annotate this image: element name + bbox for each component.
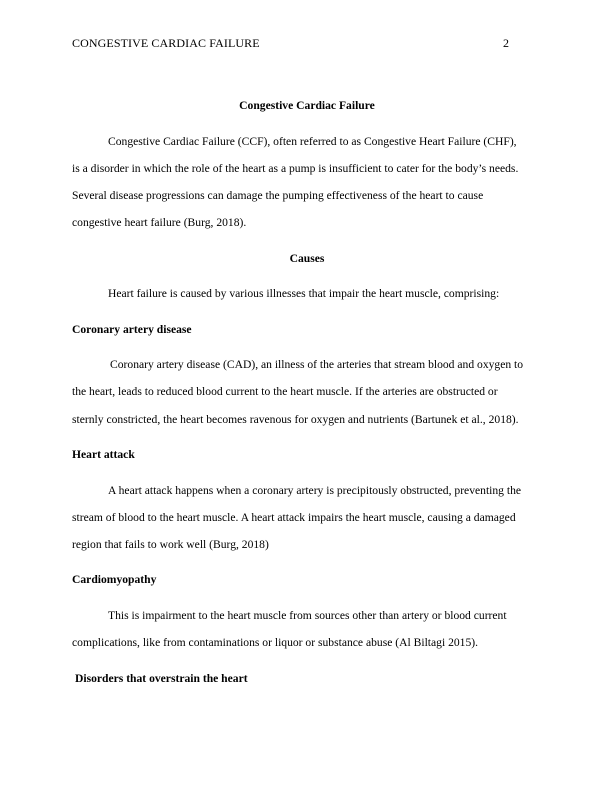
- intro-line: congestive heart failure (Burg, 2018).: [72, 216, 247, 230]
- page-number: 2: [503, 36, 509, 50]
- paragraph-line: Coronary artery disease (CAD), an illness of the arteries that stream blood and oxygen to: [110, 358, 524, 372]
- intro-line: Several disease progressions can damage the pumping effectiveness of the heart to cause: [72, 188, 484, 202]
- intro-line: Congestive Cardiac Failure (CCF), often referred to as Congestive Heart Failure (CHF),: [108, 134, 517, 148]
- paragraph-line: sternly constricted, the heart becomes ravenous for oxygen and nutrients (Bartunek et al., 2018).: [72, 412, 519, 426]
- causes-lead-paragraph: [72, 280, 542, 307]
- spacer: [72, 656, 542, 664]
- section-heading-disorders-overstrain: Disorders that overstrain the heart: [75, 671, 248, 685]
- section-paragraph-coronary-artery-disease: [72, 351, 542, 433]
- section-paragraph-heart-attack: [72, 477, 542, 559]
- spacer: [72, 236, 542, 244]
- document-title: Congestive Cardiac Failure: [239, 99, 375, 112]
- paragraph-line: stream of blood to the heart muscle. A heart attack impairs the heart muscle, causing a damaged: [72, 510, 516, 524]
- document-body: [72, 92, 542, 692]
- causes-lead-line: Heart failure is caused by various illnesses that impair the heart muscle, comprising:: [108, 287, 500, 301]
- spacer: [72, 119, 542, 127]
- spacer: [72, 558, 542, 566]
- paragraph-line: This is impairment to the heart muscle from sources other than artery or blood current: [108, 608, 507, 622]
- spacer: [72, 343, 542, 351]
- spacer: [72, 594, 542, 602]
- section-paragraph-cardiomyopathy: [72, 602, 542, 656]
- paragraph-line: A heart attack happens when a coronary artery is precipitously obstructed, preventing the: [108, 483, 522, 497]
- paragraph-line: complications, like from contaminations or liquor or substance abuse (Al Biltagi 2015).: [72, 636, 479, 650]
- section-heading-heart-attack: Heart attack: [72, 448, 135, 462]
- spacer: [72, 272, 542, 280]
- paragraph-line: the heart, leads to reduced blood current to the heart muscle. If the arteries are obstructed or: [72, 385, 498, 399]
- paragraph-line: region that fails to work well (Burg, 2018): [72, 537, 269, 551]
- causes-heading: Causes: [289, 251, 325, 265]
- spacer: [72, 307, 542, 315]
- spacer: [72, 468, 542, 476]
- intro-line: is a disorder in which the role of the heart as a pump is insufficient to cater for the body’s needs.: [72, 161, 519, 175]
- running-head: CONGESTIVE CARDIAC FAILURE: [72, 36, 260, 50]
- section-heading-cardiomyopathy: Cardiomyopathy: [72, 573, 157, 587]
- intro-paragraph: [72, 128, 542, 237]
- spacer: [72, 433, 542, 441]
- section-heading-coronary-artery-disease: Coronary artery disease: [72, 322, 192, 336]
